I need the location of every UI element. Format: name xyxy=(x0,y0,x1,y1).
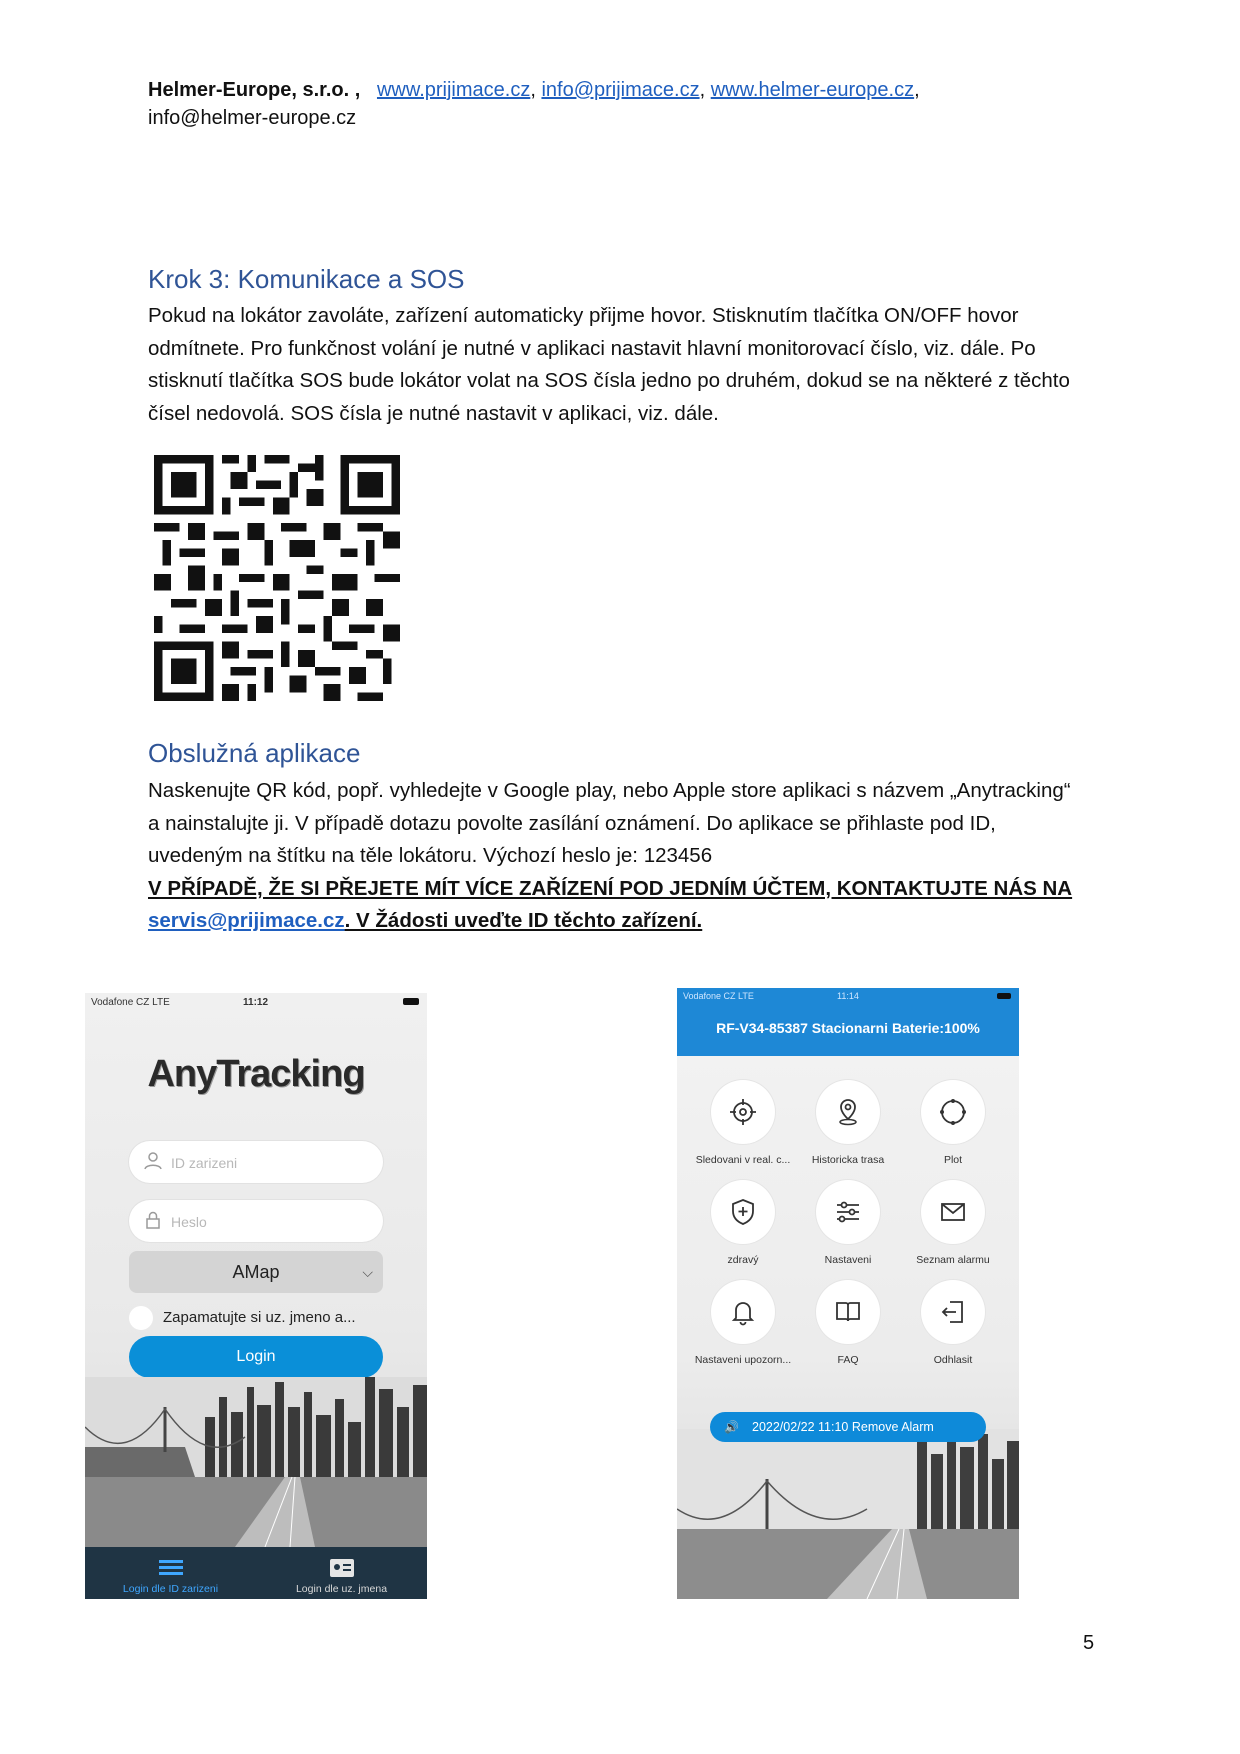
sliders-icon xyxy=(833,1197,863,1227)
device-header xyxy=(677,988,1019,1056)
link-helmer-europe[interactable]: www.helmer-europe.cz xyxy=(710,79,915,101)
page-number: 5 xyxy=(1083,1632,1095,1654)
battery-icon xyxy=(403,998,419,1005)
bell-icon xyxy=(728,1297,758,1327)
carrier-label: Vodafone CZ LTE xyxy=(683,991,754,1001)
paragraph-line: Pokud na lokátor zavoláte, zařízení automaticky přijme hovor. Stisknutím tlačítka ON/OFF hovor xyxy=(148,304,1019,327)
menu-item-faq[interactable] xyxy=(796,1280,900,1366)
paragraph-line: stisknutí tlačítka SOS bude lokátor volat na SOS čísla jedno po druhém, dokud se na některé z těchto xyxy=(148,369,1070,392)
section-app-text xyxy=(148,775,1108,938)
tab-login-username[interactable] xyxy=(256,1559,427,1595)
city-skyline-image xyxy=(677,1429,1019,1599)
menu-item-label: Seznam alarmu xyxy=(916,1254,990,1266)
menu-item-label: Sledovani v real. c... xyxy=(695,1154,791,1166)
password-input[interactable] xyxy=(169,1210,373,1234)
menu-item-alarms[interactable] xyxy=(901,1180,1005,1266)
page-header xyxy=(148,76,920,132)
clock: 11:14 xyxy=(837,991,859,1001)
menu-item-label: Nastaveni xyxy=(824,1254,872,1266)
header-email: info@helmer-europe.cz xyxy=(148,107,357,129)
device-title: RF-V34-85387 Stacionarni Baterie:100% xyxy=(716,1020,980,1036)
menu-item-notifications[interactable] xyxy=(691,1280,795,1366)
chevron-down-icon: ⌵ xyxy=(362,1264,373,1280)
servis-email-link[interactable]: servis@prijimace.cz xyxy=(148,909,345,932)
id-list-icon xyxy=(159,1559,183,1577)
id-card-icon xyxy=(330,1559,354,1577)
login-screenshot xyxy=(85,993,427,1599)
fence-circle-icon xyxy=(938,1097,968,1127)
logout-icon xyxy=(938,1297,968,1327)
link-prijimace[interactable]: www.prijimace.cz xyxy=(376,79,531,101)
qr-code xyxy=(154,455,400,701)
paragraph-line: a nainstalujte ji. V případě dotazu povolte zasílání oznámení. Do aplikace se přihlaste pod ID, xyxy=(148,811,996,835)
separator: , xyxy=(914,79,920,101)
menu-screenshot xyxy=(677,988,1019,1599)
shield-plus-icon xyxy=(728,1197,758,1227)
user-icon xyxy=(143,1151,163,1171)
paragraph-line: čísel nedovolá. SOS čísla je nutné nastavit v aplikaci, viz. dále. xyxy=(148,401,719,425)
battery-icon xyxy=(997,993,1011,999)
menu-item-label: zdravý xyxy=(727,1254,759,1266)
checkbox-circle[interactable] xyxy=(129,1306,153,1330)
menu-item-label: Nastaveni upozorn... xyxy=(694,1354,792,1366)
paragraph-line: odmítnete. Pro funkčnost volání je nutné v aplikaci nastavit hlavní monitorovací číslo, viz. dále. Po xyxy=(148,336,1036,360)
book-icon xyxy=(833,1297,863,1327)
separator: , xyxy=(699,79,706,101)
section-heading-sos: Krok 3: Komunikace a SOS xyxy=(148,264,465,294)
speaker-icon: 🔊 xyxy=(724,1420,739,1434)
map-select[interactable] xyxy=(129,1251,383,1293)
menu-item-logout[interactable] xyxy=(901,1280,1005,1366)
notice-line: V PŘÍPADĚ, ŽE SI PŘEJETE MÍT VÍCE ZAŘÍZENÍ POD JEDNÍM ÚČTEM, KONTAKTUJTE NÁS NA xyxy=(148,876,1073,900)
menu-item-label: Odhlasit xyxy=(933,1354,973,1366)
notice-line-2 xyxy=(148,905,1108,938)
id-field[interactable] xyxy=(129,1141,383,1183)
tab-label: Login dle uz. jmena xyxy=(295,1583,388,1595)
section-heading-app: Obslužná aplikace xyxy=(148,738,361,768)
bottom-tab-bar xyxy=(85,1547,427,1599)
link-info-prijimace[interactable]: info@prijimace.cz xyxy=(541,79,700,101)
menu-item-realtime[interactable] xyxy=(691,1080,795,1166)
menu-item-health[interactable] xyxy=(691,1180,795,1266)
id-input[interactable] xyxy=(169,1151,373,1175)
separator: , xyxy=(530,79,536,101)
city-skyline-image xyxy=(85,1377,427,1547)
remember-label: Zapamatujte si uz. jmeno a... xyxy=(163,1309,356,1326)
envelope-icon xyxy=(938,1197,968,1227)
paragraph-line: Naskenujte QR kód, popř. vyhledejte v Google play, nebo Apple store aplikaci s názvem „Anytracking“ xyxy=(148,779,1071,802)
location-pin-icon xyxy=(833,1097,863,1127)
crosshair-icon xyxy=(728,1097,758,1127)
status-bar xyxy=(85,993,427,1011)
menu-item-fence[interactable] xyxy=(901,1080,1005,1166)
menu-item-settings[interactable] xyxy=(796,1180,900,1266)
app-logo: AnyTracking xyxy=(147,1053,365,1095)
menu-item-history[interactable] xyxy=(796,1080,900,1166)
remember-checkbox[interactable] xyxy=(129,1303,356,1333)
menu-item-label: Historicka trasa xyxy=(811,1154,885,1166)
carrier-label: Vodafone CZ LTE xyxy=(91,997,170,1008)
tab-label: Login dle ID zarizeni xyxy=(122,1583,219,1595)
menu-item-label: FAQ xyxy=(837,1354,859,1366)
map-select-value: AMap xyxy=(232,1262,280,1282)
notice-suffix: . V Žádosti uveďte ID těchto zařízení. xyxy=(344,909,703,932)
lock-icon xyxy=(143,1210,163,1230)
clock: 11:12 xyxy=(243,997,269,1008)
section-sos-text xyxy=(148,300,1108,430)
alarm-banner[interactable] xyxy=(710,1412,986,1442)
company-name: Helmer-Europe, s.r.o. , xyxy=(148,79,361,101)
login-button[interactable]: Login xyxy=(129,1336,383,1378)
tab-login-id[interactable] xyxy=(85,1559,256,1595)
alarm-text: 2022/02/22 11:10 Remove Alarm xyxy=(752,1420,934,1434)
paragraph-line: uvedeným na štítku na těle lokátoru. Výchozí heslo je: 123456 xyxy=(148,844,713,867)
password-field[interactable] xyxy=(129,1200,383,1242)
menu-item-label: Plot xyxy=(943,1154,963,1166)
